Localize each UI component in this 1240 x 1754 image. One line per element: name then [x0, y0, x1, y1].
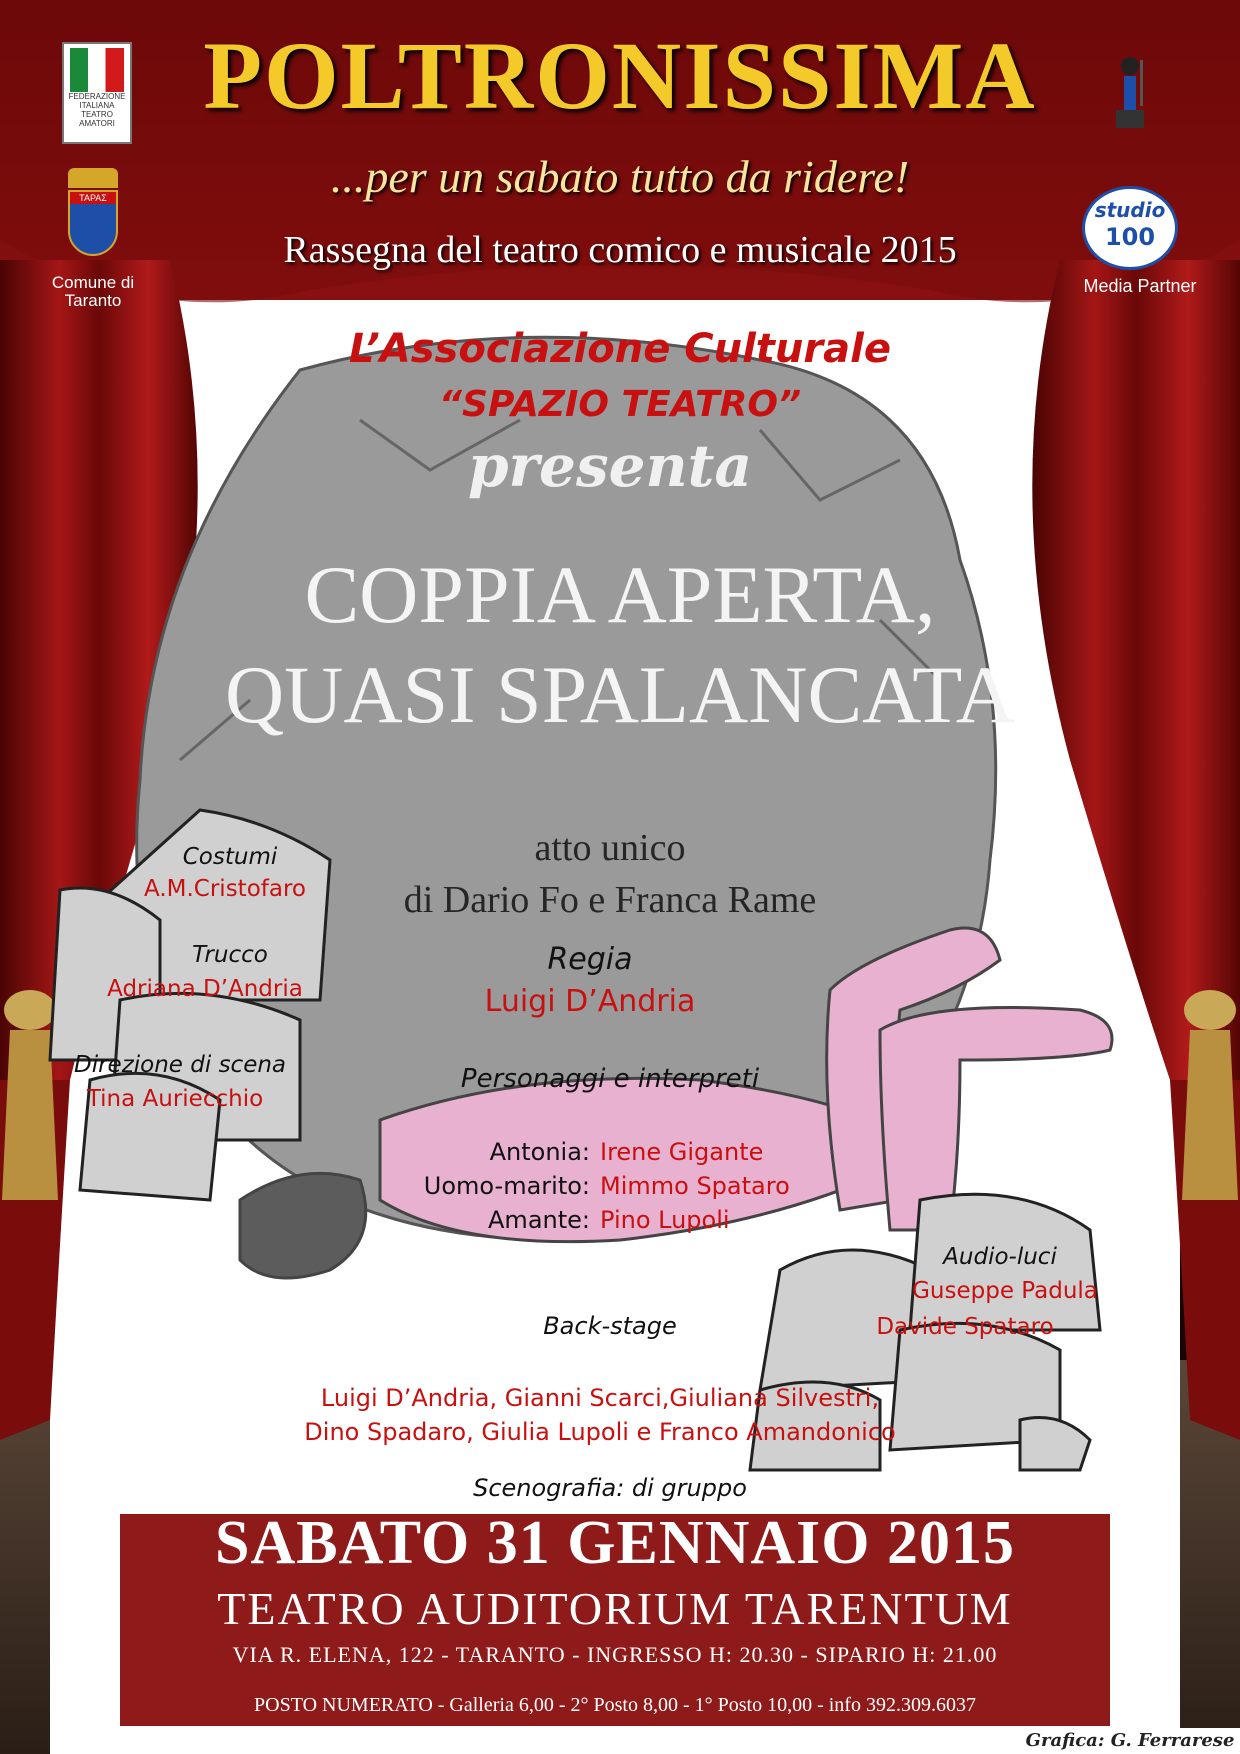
- event-prices: POSTO NUMERATO - Galleria 6,00 - 2° Posto 8,00 - 1° Posto 10,00 - info 392.309.6037: [254, 1694, 976, 1716]
- cast-actor: Mimmo Spataro: [600, 1172, 790, 1200]
- event-date: SABATO 31 GENNAIO 2015: [215, 1509, 1015, 1577]
- graphic-credit: Grafica: G. Ferrarese: [1020, 1728, 1240, 1754]
- personaggi-label: Personaggi e interpreti: [460, 1064, 760, 1094]
- taranto-caption-1: Comune di: [51, 273, 135, 292]
- trucco-label: Trucco: [192, 942, 268, 968]
- regia-label: Regia: [547, 942, 633, 977]
- cast-actor: Irene Gigante: [600, 1138, 764, 1166]
- play-title-line-1: COPPIA APERTA,: [304, 549, 936, 640]
- taranto-caption-2: Taranto: [64, 291, 122, 310]
- fita-text-1: FEDERAZIONE: [68, 92, 126, 101]
- rassegna-line: Rassegna del teatro comico e musicale 2015: [283, 229, 957, 271]
- scenografia-line: Scenografia: di gruppo: [473, 1474, 747, 1502]
- fita-logo: [62, 42, 132, 144]
- event-address: VIA R. ELENA, 122 - TARANTO - INGRESSO H: 20.30 - SIPARIO H: 21.00: [232, 1642, 998, 1667]
- costumi-label: Costumi: [182, 844, 278, 870]
- flag-icon: [70, 48, 124, 92]
- crown-icon: [68, 168, 118, 188]
- studio-logo-word: studio: [1094, 198, 1166, 222]
- backstage-label: Back-stage: [543, 1312, 677, 1340]
- cast-role: Uomo-marito:: [423, 1172, 590, 1200]
- play-authors: di Dario Fo e Franca Rame: [403, 879, 817, 921]
- taranto-crest: [64, 168, 122, 272]
- compagnia-logo: [1094, 40, 1166, 140]
- studio100-logo: [1082, 186, 1178, 270]
- audio-label: Audio-luci: [943, 1244, 1057, 1270]
- association-line-1: L’Associazione Culturale: [349, 326, 891, 372]
- crest-text: TAPAΣ: [70, 192, 116, 204]
- cast-row: [340, 1206, 860, 1240]
- fita-text-3: TEATRO: [81, 110, 113, 119]
- tassel-left: [2, 990, 58, 1200]
- performer-icon: [1094, 40, 1166, 140]
- cast-actor: Pino Lupoli: [600, 1206, 730, 1234]
- cast-row: [340, 1138, 860, 1172]
- taranto-caption: [30, 274, 156, 310]
- festival-title: POLTRONISSIMA: [203, 22, 1037, 129]
- cast-role: Amante:: [488, 1206, 590, 1234]
- cast-row: [340, 1172, 860, 1206]
- costumi-name: A.M.Cristofaro: [144, 876, 306, 902]
- direzione-name: Tina Auriecchio: [86, 1086, 264, 1112]
- backstage-line-1: Luigi D’Andria, Gianni Scarci,Giuliana Silvestri,: [320, 1384, 880, 1412]
- presenta-label: presenta: [467, 432, 753, 500]
- trucco-name: Adriana D’Andria: [107, 976, 303, 1002]
- tassel-right: [1182, 990, 1238, 1200]
- festival-subtitle: ...per un sabato tutto da ridere!: [330, 151, 910, 202]
- cast-role: Antonia:: [489, 1138, 590, 1166]
- fita-text-2: ITALIANA: [79, 101, 115, 110]
- regia-name: Luigi D’Andria: [484, 984, 696, 1019]
- direzione-label: Direzione di scena: [73, 1052, 287, 1078]
- play-type: atto unico: [534, 827, 686, 869]
- shield-icon: [68, 190, 118, 256]
- studio-logo-num: 100: [1104, 223, 1156, 251]
- event-venue: TEATRO AUDITORIUM TARENTUM: [217, 1583, 1013, 1634]
- audio-name-1: Guseppe Padula: [912, 1278, 1098, 1304]
- media-partner: Media Partner: [1083, 276, 1197, 296]
- cast-list: [340, 1138, 860, 1240]
- audio-name-2: Davide Spataro: [876, 1314, 1054, 1340]
- association-line-2: “SPAZIO TEATRO”: [438, 384, 802, 425]
- fita-text-4: AMATORI: [79, 119, 115, 128]
- backstage-line-2: Dino Spadaro, Giulia Lupoli e Franco Amandonico: [304, 1418, 896, 1446]
- play-title-line-2: QUASI SPALANCATA: [224, 649, 1016, 740]
